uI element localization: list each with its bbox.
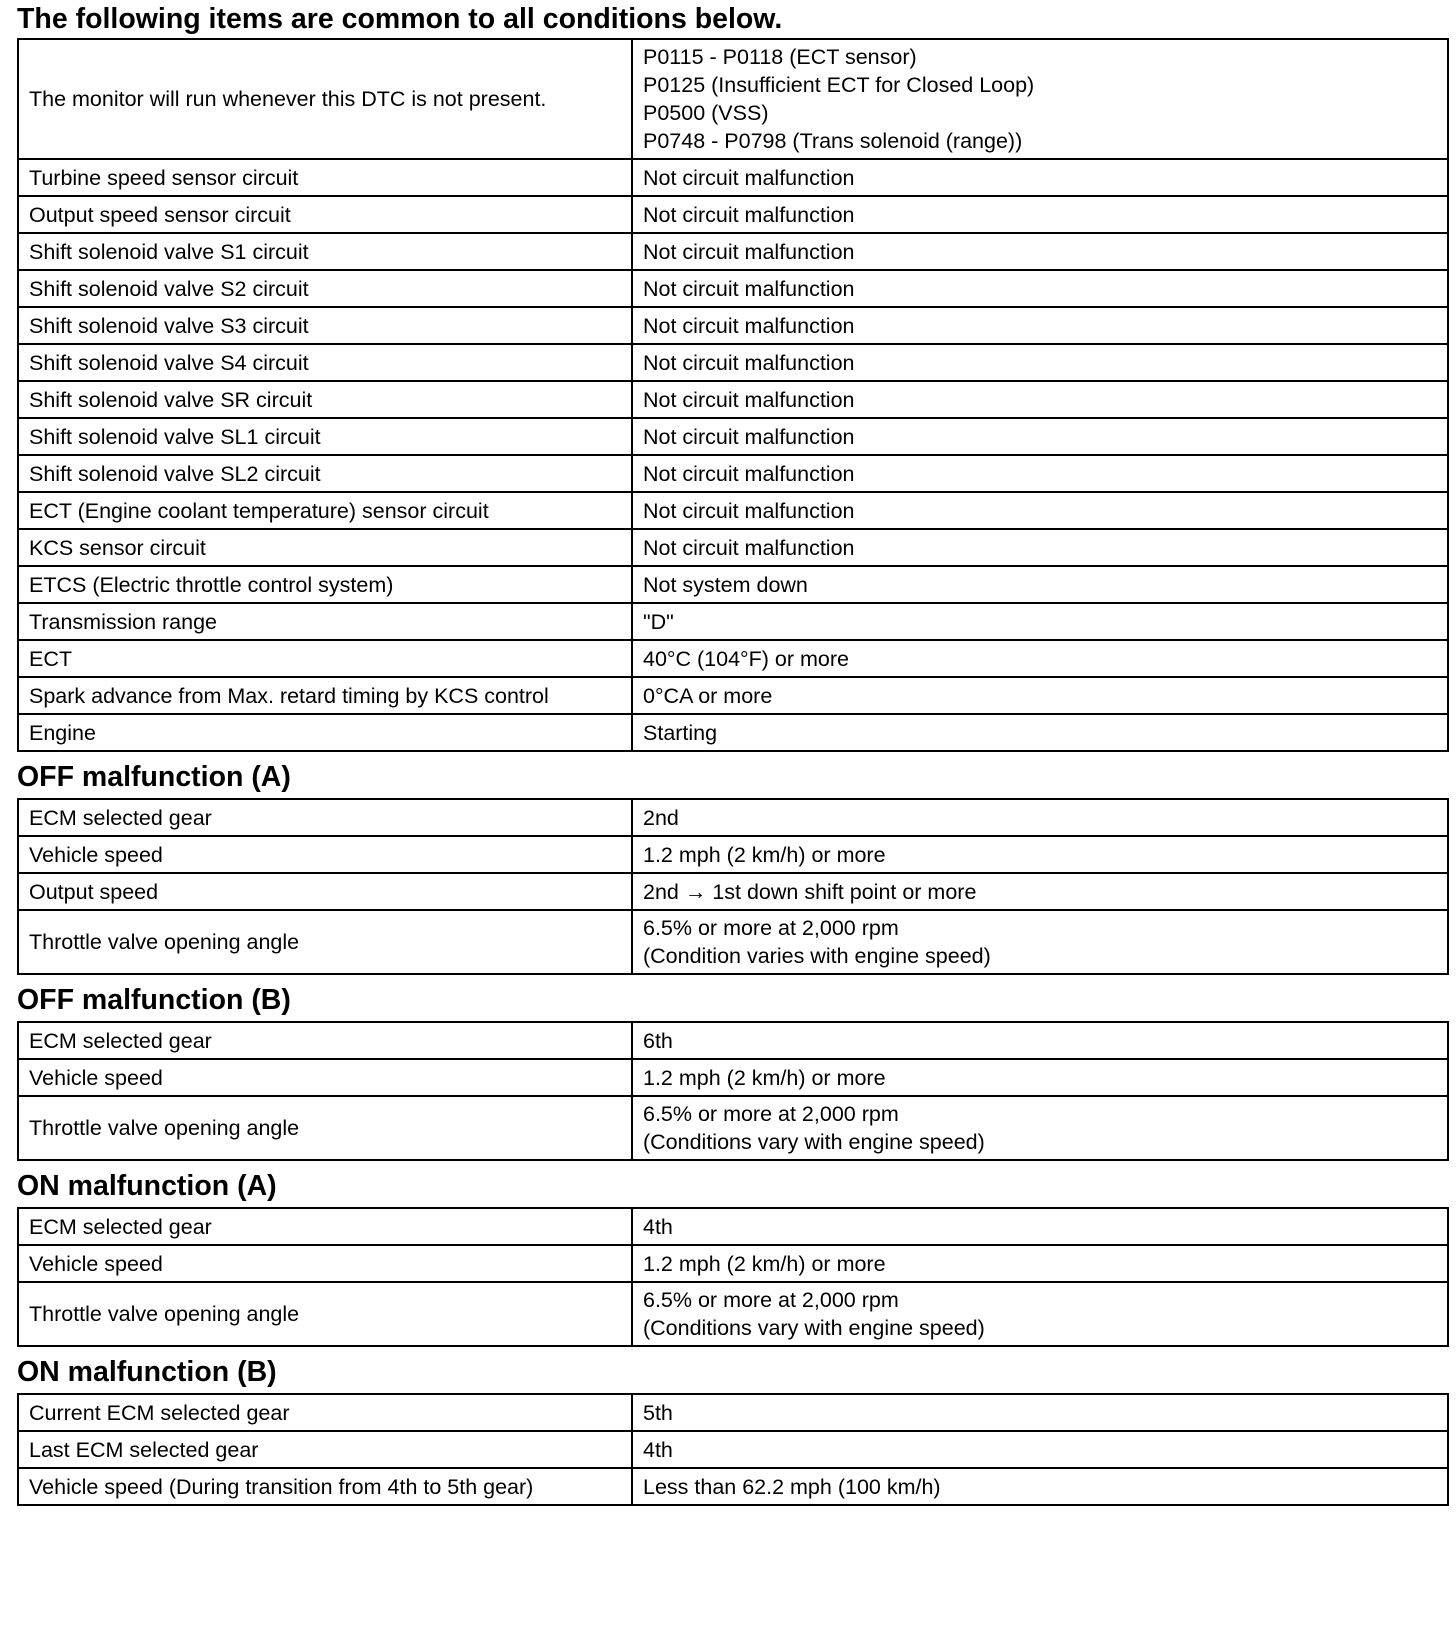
- off-malfunction-b-table: [17, 1021, 1449, 1161]
- dtc-line: P0125 (Insufficient ECT for Closed Loop): [643, 73, 1035, 97]
- table-row: [18, 492, 1448, 529]
- condition-value: Not circuit malfunction: [632, 233, 1448, 270]
- section-title-off-a: OFF malfunction (A): [17, 761, 291, 793]
- condition-value: 1.2 mph (2 km/h) or more: [632, 1245, 1448, 1282]
- section-title-on-a: ON malfunction (A): [17, 1170, 277, 1202]
- condition-value: Not circuit malfunction: [632, 307, 1448, 344]
- condition-item: Shift solenoid valve S1 circuit: [18, 233, 632, 270]
- condition-value: 2nd: [632, 799, 1448, 836]
- table-row: [18, 455, 1448, 492]
- condition-item: Vehicle speed (During transition from 4th to 5th gear): [18, 1468, 632, 1505]
- condition-item: Turbine speed sensor circuit: [18, 159, 632, 196]
- dtc-line: P0115 - P0118 (ECT sensor): [643, 45, 917, 69]
- condition-value: Not circuit malfunction: [632, 159, 1448, 196]
- table-row: [18, 159, 1448, 196]
- value-line: 6.5% or more at 2,000 rpm: [643, 1288, 899, 1312]
- table-row: [18, 873, 1448, 910]
- table-row: [18, 233, 1448, 270]
- condition-value: Not circuit malfunction: [632, 492, 1448, 529]
- condition-value: 40°C (104°F) or more: [632, 640, 1448, 677]
- condition-item: Engine: [18, 714, 632, 751]
- section-title-off-b: OFF malfunction (B): [17, 984, 291, 1016]
- condition-item: Throttle valve opening angle: [18, 910, 632, 974]
- condition-value: [632, 1096, 1448, 1160]
- table-row: [18, 1208, 1448, 1245]
- dtc-line: P0748 - P0798 (Trans solenoid (range)): [643, 129, 1023, 153]
- table-row: [18, 529, 1448, 566]
- table-row: [18, 566, 1448, 603]
- condition-item: The monitor will run whenever this DTC is not present.: [18, 39, 632, 159]
- condition-value: Not circuit malfunction: [632, 455, 1448, 492]
- condition-value: [632, 910, 1448, 974]
- condition-item: ETCS (Electric throttle control system): [18, 566, 632, 603]
- condition-item: Transmission range: [18, 603, 632, 640]
- condition-item: Shift solenoid valve S4 circuit: [18, 344, 632, 381]
- condition-item: Spark advance from Max. retard timing by KCS control: [18, 677, 632, 714]
- table-row: [18, 1468, 1448, 1505]
- table-row: [18, 1394, 1448, 1431]
- condition-item: Output speed: [18, 873, 632, 910]
- section-title-on-b: ON malfunction (B): [17, 1356, 277, 1388]
- table-row: [18, 640, 1448, 677]
- table-row: [18, 1096, 1448, 1160]
- on-malfunction-a-table: [17, 1207, 1449, 1347]
- table-row: [18, 836, 1448, 873]
- table-row: [18, 344, 1448, 381]
- dtc-line: P0500 (VSS): [643, 101, 769, 125]
- table-row: [18, 418, 1448, 455]
- condition-item: Shift solenoid valve S2 circuit: [18, 270, 632, 307]
- condition-value: [632, 1282, 1448, 1346]
- table-row: [18, 270, 1448, 307]
- table-row: [18, 1059, 1448, 1096]
- condition-value: Not circuit malfunction: [632, 381, 1448, 418]
- condition-item: Last ECM selected gear: [18, 1431, 632, 1468]
- condition-value: [632, 39, 1448, 159]
- condition-value: Not circuit malfunction: [632, 529, 1448, 566]
- document-page: [17, 0, 1447, 1506]
- condition-value: 4th: [632, 1431, 1448, 1468]
- section-title-common: The following items are common to all conditions below.: [17, 3, 783, 35]
- table-row: [18, 603, 1448, 640]
- condition-item: ECT (Engine coolant temperature) sensor circuit: [18, 492, 632, 529]
- condition-item: KCS sensor circuit: [18, 529, 632, 566]
- condition-value: Not system down: [632, 566, 1448, 603]
- value-line: (Conditions vary with engine speed): [643, 1130, 985, 1154]
- table-row: [18, 677, 1448, 714]
- condition-item: Throttle valve opening angle: [18, 1096, 632, 1160]
- table-row: [18, 799, 1448, 836]
- table-row: [18, 1282, 1448, 1346]
- condition-value: 0°CA or more: [632, 677, 1448, 714]
- condition-item: Output speed sensor circuit: [18, 196, 632, 233]
- condition-item: ECM selected gear: [18, 799, 632, 836]
- condition-value: "D": [632, 603, 1448, 640]
- condition-item: Shift solenoid valve SL2 circuit: [18, 455, 632, 492]
- value-line: 6.5% or more at 2,000 rpm: [643, 1102, 899, 1126]
- condition-item: Shift solenoid valve SR circuit: [18, 381, 632, 418]
- condition-value: 1.2 mph (2 km/h) or more: [632, 1059, 1448, 1096]
- table-row: [18, 39, 1448, 159]
- condition-value: 6th: [632, 1022, 1448, 1059]
- common-conditions-table: [17, 38, 1449, 752]
- on-malfunction-b-table: [17, 1393, 1449, 1506]
- condition-item: Vehicle speed: [18, 1059, 632, 1096]
- value-line: (Conditions vary with engine speed): [643, 1316, 985, 1340]
- value-line: 6.5% or more at 2,000 rpm: [643, 916, 899, 940]
- table-row: [18, 1431, 1448, 1468]
- condition-item: Vehicle speed: [18, 836, 632, 873]
- value-line: (Condition varies with engine speed): [643, 944, 991, 968]
- condition-value: Not circuit malfunction: [632, 418, 1448, 455]
- condition-value: Not circuit malfunction: [632, 196, 1448, 233]
- condition-value: Not circuit malfunction: [632, 270, 1448, 307]
- table-row: [18, 714, 1448, 751]
- table-row: [18, 381, 1448, 418]
- table-row: [18, 1245, 1448, 1282]
- condition-item: Shift solenoid valve S3 circuit: [18, 307, 632, 344]
- table-row: [18, 910, 1448, 974]
- condition-item: ECM selected gear: [18, 1022, 632, 1059]
- table-row: [18, 196, 1448, 233]
- condition-item: Current ECM selected gear: [18, 1394, 632, 1431]
- condition-value: Less than 62.2 mph (100 km/h): [632, 1468, 1448, 1505]
- table-row: [18, 307, 1448, 344]
- condition-item: ECT: [18, 640, 632, 677]
- condition-value: 4th: [632, 1208, 1448, 1245]
- table-row: [18, 1022, 1448, 1059]
- condition-item: Throttle valve opening angle: [18, 1282, 632, 1346]
- condition-value: 2nd → 1st down shift point or more: [632, 873, 1448, 910]
- condition-value: 1.2 mph (2 km/h) or more: [632, 836, 1448, 873]
- condition-value: Starting: [632, 714, 1448, 751]
- off-malfunction-a-table: [17, 798, 1449, 975]
- condition-value: 5th: [632, 1394, 1448, 1431]
- condition-item: Vehicle speed: [18, 1245, 632, 1282]
- condition-value: Not circuit malfunction: [632, 344, 1448, 381]
- condition-item: ECM selected gear: [18, 1208, 632, 1245]
- condition-item: Shift solenoid valve SL1 circuit: [18, 418, 632, 455]
